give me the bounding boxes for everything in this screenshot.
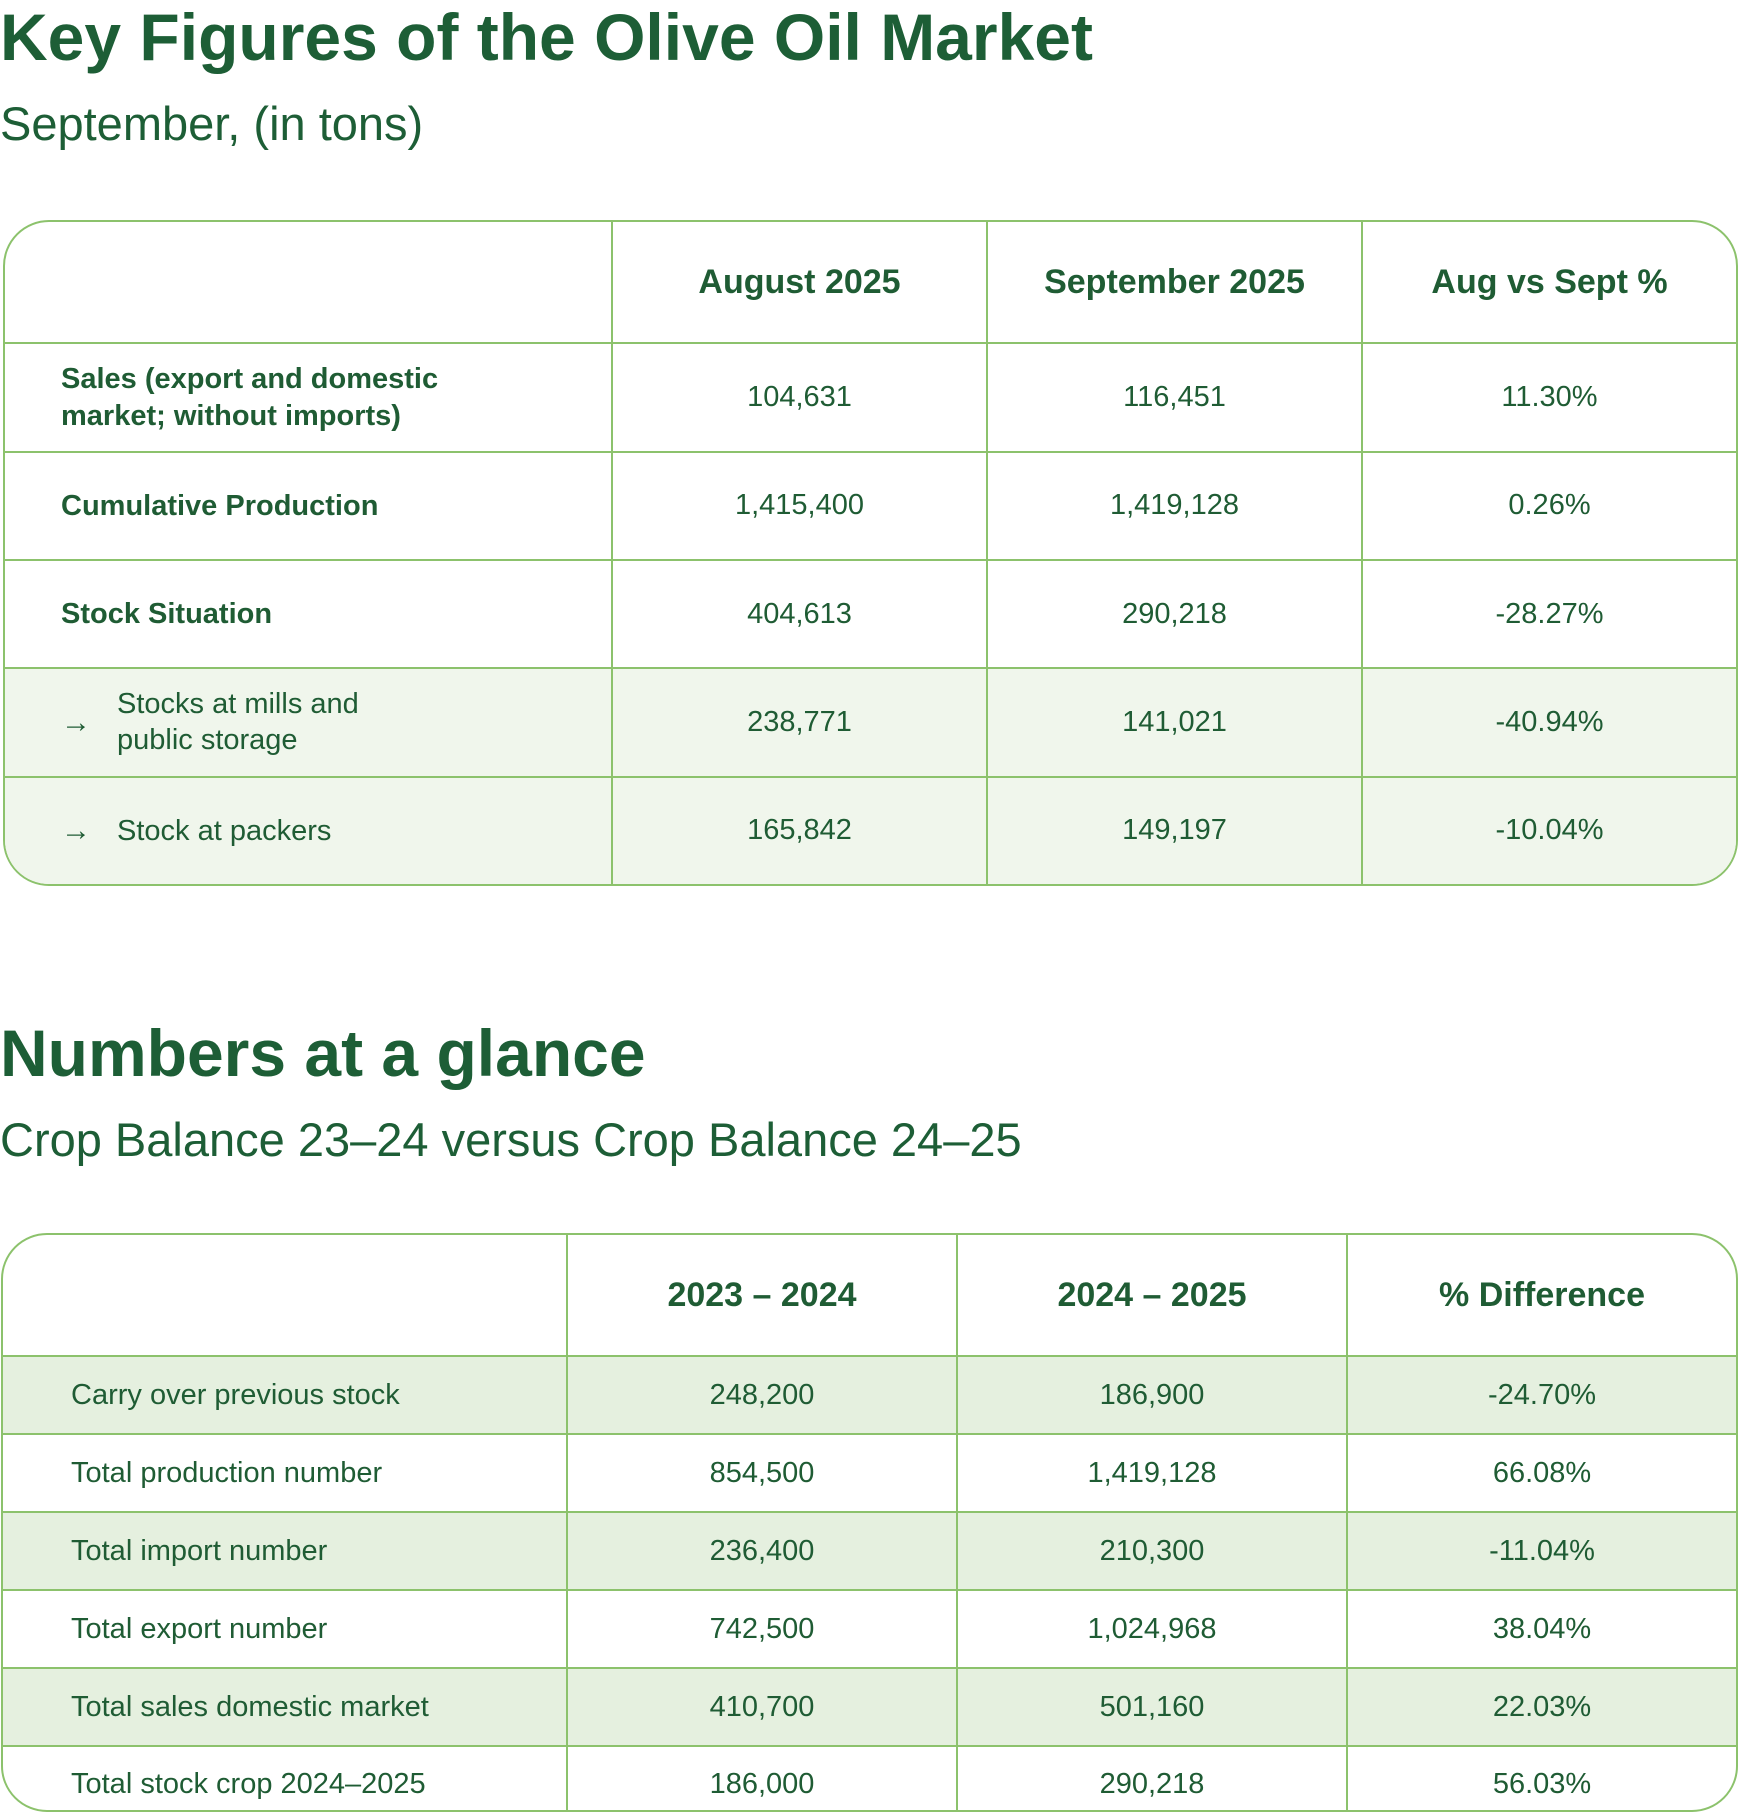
row-label-cumulative-production: Cumulative Production (5, 452, 612, 560)
header-september-2025: September 2025 (987, 222, 1362, 343)
row-label-stocks-at-mills (5, 668, 612, 776)
table-row (5, 560, 1736, 668)
key-figures-table (3, 220, 1738, 886)
cell-value: 165,842 (612, 777, 987, 884)
row-label-line: Sales (export and domestic (61, 363, 439, 396)
cell-value: 290,218 (957, 1746, 1347, 1812)
cell-percent: -24.70% (1347, 1356, 1736, 1434)
page-subtitle: September, (in tons) (0, 97, 424, 150)
cell-value: 186,900 (957, 1356, 1347, 1434)
cell-value: 248,200 (567, 1356, 957, 1434)
cell-value: 290,218 (987, 560, 1362, 668)
row-label-line: public storage (117, 724, 298, 757)
cell-value: 238,771 (612, 668, 987, 776)
cell-value: 404,613 (612, 560, 987, 668)
row-label-line: market; without imports) (61, 399, 401, 432)
header-2023-2024: 2023 – 2024 (567, 1235, 957, 1356)
table-row (5, 343, 1736, 451)
table-row (3, 1668, 1736, 1746)
cell-value: 501,160 (957, 1668, 1347, 1746)
arrow-right-icon: → (61, 814, 91, 848)
row-label: Total stock crop 2024–2025 (3, 1746, 567, 1812)
row-label: Total production number (3, 1434, 567, 1512)
cell-percent: 38.04% (1347, 1590, 1736, 1668)
table-row (3, 1590, 1736, 1668)
cell-percent: -11.04% (1347, 1512, 1736, 1590)
cell-value: 186,000 (567, 1746, 957, 1812)
table-header-row (5, 222, 1736, 343)
cell-percent: 66.08% (1347, 1434, 1736, 1512)
cell-value: 236,400 (567, 1512, 957, 1590)
row-label: Carry over previous stock (3, 1356, 567, 1434)
row-label-text: Stock at packers (117, 814, 332, 847)
header-august-2025: August 2025 (612, 222, 987, 343)
cell-percent: 11.30% (1362, 343, 1736, 451)
table-row (5, 452, 1736, 560)
table-row (5, 777, 1736, 884)
cell-value: 742,500 (567, 1590, 957, 1668)
header-empty (5, 222, 612, 343)
cell-value: 210,300 (957, 1512, 1347, 1590)
cell-value: 1,415,400 (612, 452, 987, 560)
row-label: Total sales domestic market (3, 1668, 567, 1746)
cell-percent: -10.04% (1362, 777, 1736, 884)
cell-percent: 22.03% (1347, 1668, 1736, 1746)
cell-value: 104,631 (612, 343, 987, 451)
row-label-stock-situation: Stock Situation (5, 560, 612, 668)
cell-value: 410,700 (567, 1668, 957, 1746)
table-row (3, 1746, 1736, 1812)
cell-value: 1,419,128 (987, 452, 1362, 560)
table-row (3, 1512, 1736, 1590)
header-percent-difference: % Difference (1347, 1235, 1736, 1356)
cell-percent: -40.94% (1362, 668, 1736, 776)
page-title: Key Figures of the Olive Oil Market (0, 0, 1093, 74)
table-row (5, 668, 1736, 776)
cell-value: 141,021 (987, 668, 1362, 776)
header-2024-2025: 2024 – 2025 (957, 1235, 1347, 1356)
cell-value: 1,419,128 (957, 1434, 1347, 1512)
row-label-line: Stocks at mills and (117, 688, 359, 721)
cell-value: 1,024,968 (957, 1590, 1347, 1668)
table-row (3, 1434, 1736, 1512)
cell-percent: -28.27% (1362, 560, 1736, 668)
table-header-row (3, 1235, 1736, 1356)
arrow-right-icon: → (61, 705, 91, 739)
cell-value: 149,197 (987, 777, 1362, 884)
cell-value: 854,500 (567, 1434, 957, 1512)
section-subtitle: Crop Balance 23–24 versus Crop Balance 24–25 (0, 1113, 1022, 1166)
row-label: Total import number (3, 1512, 567, 1590)
section-title: Numbers at a glance (0, 1016, 646, 1090)
cell-value: 116,451 (987, 343, 1362, 451)
row-label: Total export number (3, 1590, 567, 1668)
header-empty (3, 1235, 567, 1356)
cell-percent: 56.03% (1492, 1768, 1592, 1800)
row-label-stock-at-packers (5, 777, 612, 884)
row-label-sales (5, 343, 612, 451)
table-row (3, 1356, 1736, 1434)
header-aug-vs-sept: Aug vs Sept % (1362, 222, 1736, 343)
cell-percent: 0.26% (1362, 452, 1736, 560)
crop-balance-table (1, 1233, 1738, 1812)
